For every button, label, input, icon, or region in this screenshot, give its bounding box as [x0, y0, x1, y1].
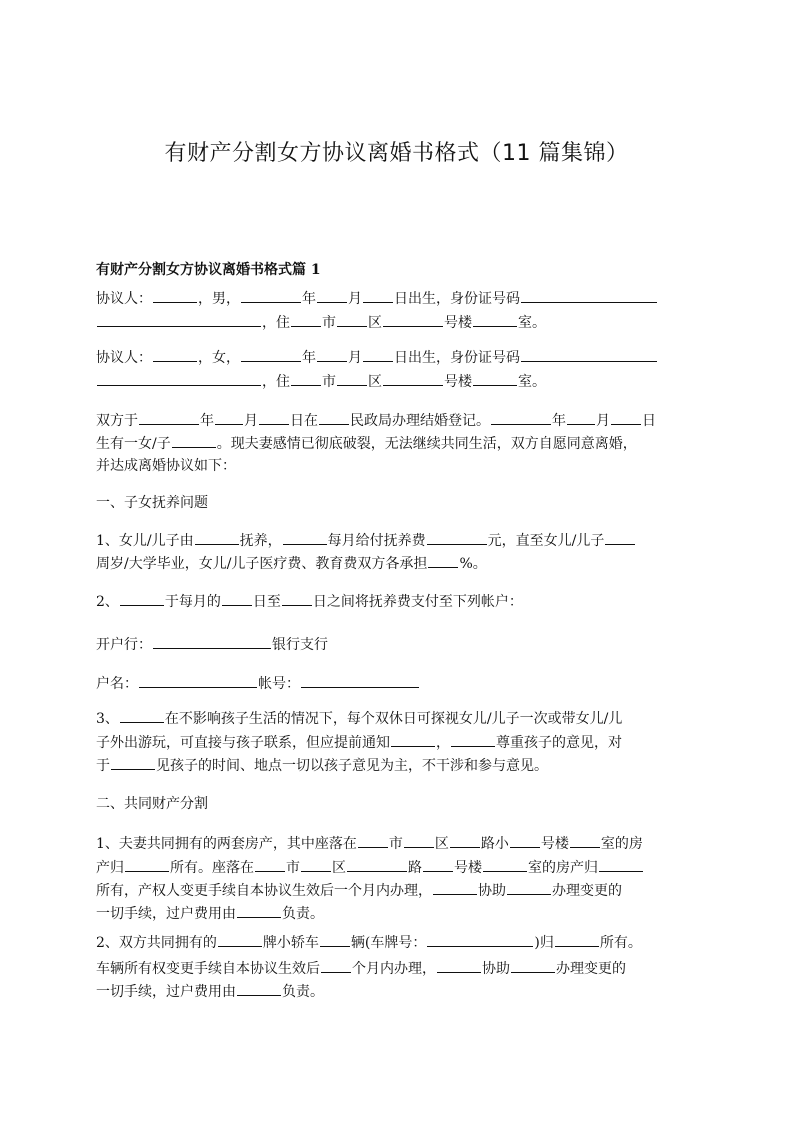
line-text: ，住 — [262, 374, 290, 390]
fill-in-blank — [139, 410, 199, 425]
body-line — [96, 880, 622, 901]
line-text: 。现夫妻感情已彻底破裂，无法继续共同生活，双方自愿同意离婚， — [216, 436, 637, 452]
line-text: 元，直至女儿/儿子 — [487, 533, 605, 549]
line-text: 一切手续，过户费用由 — [96, 984, 236, 1000]
line-text: 个月内办理， — [352, 961, 436, 977]
fill-in-blank — [404, 833, 434, 848]
line-text: 日至 — [252, 594, 281, 610]
section-heading: 有财产分割女方协议离婚书格式篇 1 — [96, 262, 321, 278]
fill-in-blank — [521, 347, 657, 362]
line-text: 号楼 — [444, 315, 472, 331]
line-text: 市 — [286, 860, 300, 876]
fill-in-blank — [301, 857, 331, 872]
fill-in-blank — [283, 530, 327, 545]
body-line — [96, 591, 523, 612]
fill-in-blank — [153, 634, 271, 649]
fill-in-blank — [599, 857, 643, 872]
line-text: 负责。 — [282, 906, 324, 922]
fill-in-blank — [491, 410, 551, 425]
body-line — [96, 708, 622, 729]
line-text: 于每月的 — [164, 594, 221, 610]
line-text: 牌小轿车 — [262, 935, 319, 951]
line-text: 协议人： — [96, 350, 152, 366]
line-text: ，男， — [198, 291, 240, 307]
body-line — [96, 312, 546, 333]
body-line — [96, 932, 642, 953]
line-text: 产归 — [96, 860, 124, 876]
line-text: 室的房产归 — [528, 860, 598, 876]
line-text: 协助 — [482, 961, 510, 977]
fill-in-blank — [125, 857, 169, 872]
fill-in-blank — [120, 591, 164, 606]
fill-in-blank — [427, 530, 487, 545]
fill-in-blank — [605, 530, 635, 545]
fill-in-blank — [451, 732, 495, 747]
fill-in-blank — [237, 981, 281, 996]
fill-in-blank — [259, 410, 289, 425]
body-line — [96, 634, 328, 655]
fill-in-blank — [317, 347, 347, 362]
fill-in-blank — [215, 410, 243, 425]
fill-in-blank — [317, 288, 347, 303]
fill-in-blank — [111, 755, 155, 770]
fill-in-blank — [391, 732, 435, 747]
line-text: 于 — [96, 758, 110, 774]
line-text: 所有。 — [599, 935, 642, 951]
line-text: 办理变更的 — [556, 961, 626, 977]
body-line — [96, 794, 208, 814]
line-text: 帐号： — [258, 676, 300, 692]
body-line — [96, 410, 656, 431]
fill-in-blank — [291, 371, 321, 386]
fill-in-blank — [507, 880, 551, 895]
body-line — [96, 347, 658, 368]
line-text: 区 — [368, 315, 382, 331]
line-text: 见孩子的时间、地点一切以孩子意见为主，不干涉和参与意见。 — [156, 758, 548, 774]
line-text: 二、共同财产分割 — [96, 796, 208, 812]
fill-in-blank — [427, 932, 533, 947]
fill-in-blank — [337, 371, 367, 386]
line-text: 车辆所有权变更手续自本协议生效后 — [96, 961, 320, 977]
fill-in-blank — [153, 288, 197, 303]
line-text: 民政局办理结婚登记。 — [350, 413, 490, 429]
line-text: 年 — [552, 413, 566, 429]
line-text: 年 — [302, 350, 316, 366]
fill-in-blank — [473, 371, 517, 386]
fill-in-blank — [383, 312, 443, 327]
body-line — [96, 493, 208, 513]
body-line — [96, 433, 637, 454]
line-text: 1、女儿/儿子由 — [96, 533, 194, 549]
line-text: 户名： — [96, 676, 138, 692]
line-text: 辆(车牌号： — [350, 935, 427, 951]
line-text: 1、夫妻共同拥有的两套房产，其中座落在 — [96, 836, 357, 852]
line-text: 月 — [348, 291, 362, 307]
line-text: 市 — [388, 836, 403, 852]
fill-in-blank — [153, 347, 197, 362]
body-line — [96, 981, 324, 1002]
fill-in-blank — [120, 708, 164, 723]
fill-in-blank — [510, 833, 540, 848]
line-text: 区 — [368, 374, 382, 390]
line-text: 区 — [332, 860, 346, 876]
line-text: 市 — [322, 374, 336, 390]
fill-in-blank — [570, 833, 600, 848]
line-text: 月 — [348, 350, 362, 366]
line-text: 一、子女抚养问题 — [96, 495, 208, 511]
fill-in-blank — [473, 312, 517, 327]
body-line — [96, 755, 548, 776]
fill-in-blank — [358, 833, 388, 848]
line-text: 周岁/大学毕业，女儿/儿子医疗费、教育费双方各承担 — [96, 556, 428, 572]
line-text: 号楼 — [454, 860, 482, 876]
fill-in-blank — [555, 932, 599, 947]
fill-in-blank — [521, 288, 657, 303]
body-line — [96, 673, 420, 694]
body-line — [96, 833, 643, 854]
fill-in-blank — [437, 958, 481, 973]
line-text: 室的房 — [600, 836, 643, 852]
line-text: 路小 — [480, 836, 509, 852]
fill-in-blank — [291, 312, 321, 327]
line-text: 区 — [434, 836, 449, 852]
line-text: 月 — [596, 413, 610, 429]
line-text: 路 — [408, 860, 422, 876]
line-text: 一切手续，过户费用由 — [96, 906, 236, 922]
fill-in-blank — [433, 880, 477, 895]
line-text: 办理变更的 — [552, 883, 622, 899]
line-text: 年 — [302, 291, 316, 307]
line-text: 子外出游玩，可直接与孩子联系，但应提前通知 — [96, 735, 390, 751]
body-line — [96, 530, 636, 551]
line-text: 日 — [642, 413, 656, 429]
body-line — [96, 958, 626, 979]
body-line — [96, 903, 324, 924]
line-text: 生有一女/子 — [96, 436, 171, 452]
line-text: 日出生，身份证号码 — [394, 291, 520, 307]
fill-in-blank — [567, 410, 595, 425]
fill-in-blank — [611, 410, 641, 425]
fill-in-blank — [282, 591, 312, 606]
line-text: 年 — [200, 413, 214, 429]
line-text: 协助 — [478, 883, 506, 899]
fill-in-blank — [301, 673, 419, 688]
fill-in-blank — [321, 958, 351, 973]
fill-in-blank — [172, 433, 216, 448]
fill-in-blank — [347, 857, 407, 872]
fill-in-blank — [218, 932, 262, 947]
body-line — [96, 456, 236, 476]
fill-in-blank — [423, 857, 453, 872]
fill-in-blank — [363, 347, 393, 362]
fill-in-blank — [483, 857, 527, 872]
fill-in-blank — [383, 371, 443, 386]
fill-in-blank — [241, 347, 301, 362]
line-text: 市 — [322, 315, 336, 331]
fill-in-blank — [319, 410, 349, 425]
line-text: 负责。 — [282, 984, 324, 1000]
body-line — [96, 553, 487, 574]
line-text: 每月给付抚养费 — [327, 533, 426, 549]
body-line — [96, 732, 622, 753]
body-line — [96, 288, 658, 309]
line-text: 3、 — [96, 711, 119, 727]
line-text: %。 — [459, 556, 487, 572]
fill-in-blank — [337, 312, 367, 327]
line-text: 号楼 — [444, 374, 472, 390]
body-line — [96, 371, 546, 392]
line-text: 月 — [244, 413, 258, 429]
line-text: 所有。座落在 — [170, 860, 254, 876]
line-text: 双方于 — [96, 413, 138, 429]
line-text: 室。 — [518, 315, 546, 331]
line-text: 协议人： — [96, 291, 152, 307]
fill-in-blank — [139, 673, 257, 688]
fill-in-blank — [450, 833, 480, 848]
line-text: 银行支行 — [272, 637, 328, 653]
fill-in-blank — [511, 958, 555, 973]
line-text: 日出生，身份证号码 — [394, 350, 520, 366]
fill-in-blank — [97, 371, 261, 386]
fill-in-blank — [428, 553, 458, 568]
line-text: 并达成离婚协议如下： — [96, 458, 236, 474]
fill-in-blank — [97, 312, 261, 327]
line-text: 开户行： — [96, 637, 152, 653]
fill-in-blank — [222, 591, 252, 606]
line-text: 在不影响孩子生活的情况下，每个双休日可探视女儿/儿子一次或带女儿/儿 — [164, 711, 623, 727]
fill-in-blank — [363, 288, 393, 303]
line-text: 抚养， — [239, 533, 282, 549]
body-line — [96, 857, 644, 878]
line-text: 所有，产权人变更手续自本协议生效后一个月内办理， — [96, 883, 432, 899]
line-text: 日之间将抚养费支付至下列帐户： — [312, 594, 523, 610]
line-text: ，女， — [198, 350, 240, 366]
line-text: 号楼 — [540, 836, 569, 852]
fill-in-blank — [320, 932, 350, 947]
line-text: 2、双方共同拥有的 — [96, 935, 217, 951]
fill-in-blank — [255, 857, 285, 872]
document-title: 有财产分割女方协议离婚书格式（11 篇集锦） — [164, 141, 629, 166]
line-text: 尊重孩子的意见，对 — [496, 735, 622, 751]
fill-in-blank — [195, 530, 239, 545]
fill-in-blank — [241, 288, 301, 303]
line-text: ， — [436, 735, 450, 751]
line-text: )归 — [534, 935, 554, 951]
line-text: 室。 — [518, 374, 546, 390]
line-text: 2、 — [96, 594, 119, 610]
line-text: ，住 — [262, 315, 290, 331]
fill-in-blank — [237, 903, 281, 918]
line-text: 日在 — [290, 413, 318, 429]
